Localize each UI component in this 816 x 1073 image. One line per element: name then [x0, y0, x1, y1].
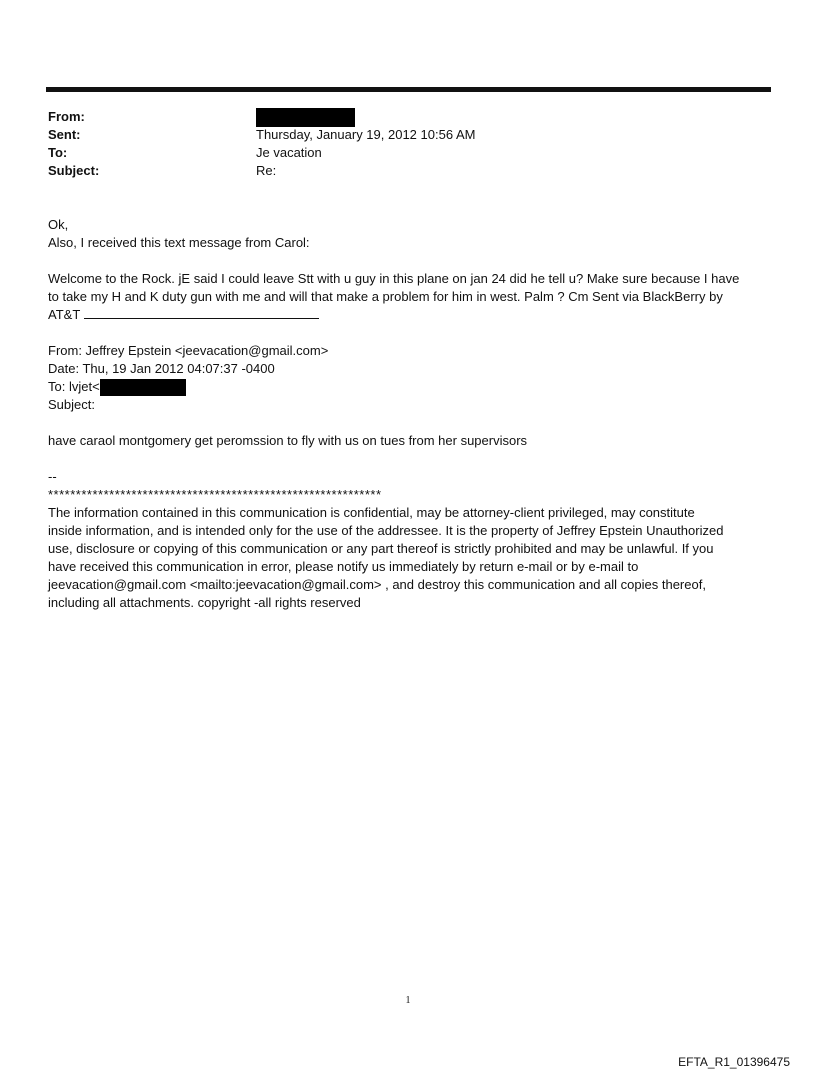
signature-dashes: --: [48, 469, 57, 485]
forwarded-date: Date: Thu, 19 Jan 2012 04:07:37 -0400: [48, 361, 275, 376]
redaction-block: [256, 108, 355, 127]
forwarded-message: have caraol montgomery get peromssion to fly with us on tues from her supervisors: [48, 433, 528, 449]
forwarded-to: [48, 378, 773, 396]
forwarded-from: From: Jeffrey Epstein <jeevacation@gmail.com>: [48, 343, 329, 358]
page-number: 1: [405, 995, 411, 1006]
disclaimer-line: jeevacation@gmail.com <mailto:jeevacation@gmail.com> , and destroy this communication and all copies thereof,: [48, 577, 706, 593]
sent-value: Thursday, January 19, 2012 10:56 AM: [256, 127, 476, 142]
disclaimer-line: including all attachments. copyright -all rights reserved: [48, 595, 361, 611]
disclaimer-line: have received this communication in error, please notify us immediately by return e-mail or by e-mail to: [48, 559, 639, 575]
from-value: [256, 108, 355, 127]
sent-label: Sent:: [48, 127, 81, 142]
quoted-text-line: Welcome to the Rock. jE said I could leave Stt with u guy in this plane on jan 24 did he tell u? Make sure because I have: [48, 271, 740, 286]
subject-label: Subject:: [48, 163, 100, 178]
subject-value: Re:: [256, 163, 277, 178]
from-label: From:: [48, 109, 85, 124]
header-divider-rule: [46, 87, 771, 92]
document-id: EFTA_R1_01396475: [678, 1055, 790, 1069]
forwarded-to-prefix: To: lvjet<: [48, 379, 100, 394]
disclaimer-line: use, disclosure or copying of this communication or any part thereof is strictly prohibited and may be unlawful. If you: [48, 541, 714, 557]
disclaimer-line: inside information, and is intended only for the use of the addressee. It is the property of Jeffrey Epstein Unauthorized: [48, 523, 724, 539]
to-label: To:: [48, 145, 68, 160]
redaction-block: [100, 379, 186, 396]
quoted-text-line: to take my H and K duty gun with me and will that make a problem for him in west. Palm ? Cm Sent via BlackBerry by: [48, 289, 723, 304]
email-body: [48, 216, 773, 612]
quoted-text-line-last: [48, 306, 773, 324]
to-value: Je vacation: [256, 145, 322, 160]
greeting-text: Ok,: [48, 217, 69, 232]
carrier-text: AT&T: [48, 307, 81, 322]
forwarded-subject: Subject:: [48, 397, 95, 413]
signature-underline: [84, 306, 319, 319]
intro-text: Also, I received this text message from Carol:: [48, 235, 310, 250]
disclaimer-line: The information contained in this communication is confidential, may be attorney-client privileged, may constitute: [48, 505, 695, 521]
signature-stars: ************************************************************: [48, 487, 382, 503]
